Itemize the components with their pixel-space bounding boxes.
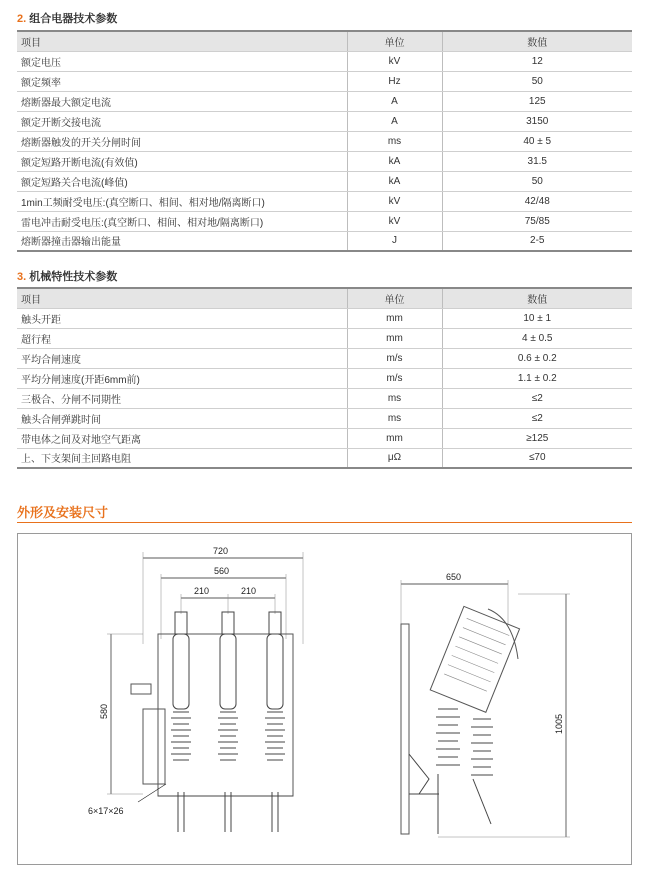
- param-name: 平均合闸速度: [17, 348, 347, 368]
- dimensions-title: 外形及安装尺寸: [17, 505, 109, 520]
- param-name: 雷电冲击耐受电压:(真空断口、相间、相对地/隔离断口): [17, 211, 347, 231]
- handle-bracket: [131, 684, 151, 694]
- earthing-blade: [473, 779, 491, 824]
- table-row: [17, 368, 632, 388]
- param-unit: ms: [347, 131, 442, 151]
- insulator-c: [267, 634, 283, 709]
- dim-720: 720: [213, 546, 229, 556]
- dim-210-right: 210: [241, 586, 257, 596]
- table-row: [17, 191, 632, 211]
- param-name: 熔断器撞击器输出能量: [17, 231, 347, 251]
- param-unit: A: [347, 91, 442, 111]
- param-unit: kA: [347, 171, 442, 191]
- table-row: [17, 111, 632, 131]
- param-value: 50: [442, 171, 632, 191]
- terminal-c: [269, 612, 281, 634]
- param-value: 40 ± 5: [442, 131, 632, 151]
- table-row: [17, 308, 632, 328]
- param-value: 12: [442, 51, 632, 71]
- operating-mechanism: [143, 709, 165, 784]
- table-row: [17, 448, 632, 468]
- param-value: 125: [442, 91, 632, 111]
- table-row: [17, 428, 632, 448]
- table-header-cell: 数值: [442, 288, 632, 308]
- table-row: [17, 171, 632, 191]
- param-unit: μΩ: [347, 448, 442, 468]
- param-value: 75/85: [442, 211, 632, 231]
- param-name: 熔断器最大额定电流: [17, 91, 347, 111]
- param-value: 2-5: [442, 231, 632, 251]
- table-header-cell: 项目: [17, 288, 347, 308]
- param-value: 0.6 ± 0.2: [442, 348, 632, 368]
- front-frame: [158, 634, 293, 796]
- table-row: [17, 231, 632, 251]
- param-unit: kV: [347, 211, 442, 231]
- param-name: 1min工频耐受电压:(真空断口、相间、相对地/隔离断口): [17, 191, 347, 211]
- param-unit: ms: [347, 408, 442, 428]
- param-unit: kV: [347, 191, 442, 211]
- insulator-b: [220, 634, 236, 709]
- terminal-a: [175, 612, 187, 634]
- dim-210-left: 210: [194, 586, 210, 596]
- param-value: 4 ± 0.5: [442, 328, 632, 348]
- side-fuse: [471, 719, 493, 775]
- param-value: ≥125: [442, 428, 632, 448]
- param-name: 上、下支架间主回路电阻: [17, 448, 347, 468]
- electrical-spec-table: [17, 30, 632, 252]
- param-name: 额定短路开断电流(有效值): [17, 151, 347, 171]
- table-row: [17, 151, 632, 171]
- fuse-a: [171, 712, 191, 760]
- side-linkage: [409, 754, 439, 834]
- param-name: 触头合闸弹跳时间: [17, 408, 347, 428]
- table-header-cell: 单位: [347, 31, 442, 51]
- table-header-cell: 项目: [17, 31, 347, 51]
- param-value: 31.5: [442, 151, 632, 171]
- fuse-c: [265, 712, 285, 760]
- param-unit: ms: [347, 388, 442, 408]
- table-header-row: [17, 31, 632, 51]
- side-view: [401, 572, 570, 837]
- param-name: 额定开断交接电流: [17, 111, 347, 131]
- table-row: [17, 131, 632, 151]
- section2-number: 2.: [17, 13, 27, 25]
- table-row: [17, 348, 632, 368]
- param-name: 带电体之间及对地空气距离: [17, 428, 347, 448]
- table-header-cell: 单位: [347, 288, 442, 308]
- table-row: [17, 388, 632, 408]
- param-unit: mm: [347, 428, 442, 448]
- param-name: 超行程: [17, 328, 347, 348]
- section3-title-text: 机械特性技术参数: [29, 271, 118, 283]
- dim-1005: 1005: [554, 713, 564, 734]
- hole-leader: [138, 784, 166, 802]
- table-header-cell: 数值: [442, 31, 632, 51]
- param-value: 3150: [442, 111, 632, 131]
- table-header-row: [17, 288, 632, 308]
- fuse-housing: [430, 606, 519, 712]
- param-unit: J: [347, 231, 442, 251]
- param-unit: kA: [347, 151, 442, 171]
- param-value: ≤2: [442, 388, 632, 408]
- param-unit: m/s: [347, 368, 442, 388]
- param-unit: m/s: [347, 348, 442, 368]
- technical-drawing: [18, 534, 631, 864]
- param-name: 额定短路关合电流(峰值): [17, 171, 347, 191]
- table-row: [17, 51, 632, 71]
- param-unit: A: [347, 111, 442, 131]
- param-name: 触头开距: [17, 308, 347, 328]
- drawing-frame: [17, 533, 632, 865]
- title-rule: [17, 522, 632, 523]
- param-value: 50: [442, 71, 632, 91]
- param-value: ≤2: [442, 408, 632, 428]
- table-row: [17, 71, 632, 91]
- section2-title-text: 组合电器技术参数: [29, 13, 118, 25]
- param-value: 42/48: [442, 191, 632, 211]
- bottom-contacts: [158, 792, 293, 832]
- param-name: 熔断器触发的开关分闸时间: [17, 131, 347, 151]
- param-value: 1.1 ± 0.2: [442, 368, 632, 388]
- dim-mounting-holes: 6×17×26: [88, 806, 124, 816]
- section2-title: [17, 10, 117, 26]
- param-value: 10 ± 1: [442, 308, 632, 328]
- param-value: ≤70: [442, 448, 632, 468]
- dim-580: 580: [99, 703, 109, 719]
- side-base-plate: [401, 624, 409, 834]
- dim-560: 560: [214, 566, 230, 576]
- arc-shield: [488, 609, 518, 659]
- param-unit: mm: [347, 328, 442, 348]
- param-name: 三极合、分闸不同期性: [17, 388, 347, 408]
- terminal-b: [222, 612, 234, 634]
- side-insulator: [436, 709, 460, 765]
- section3-title: [17, 268, 117, 284]
- table-row: [17, 91, 632, 111]
- param-name: 额定频率: [17, 71, 347, 91]
- mechanical-spec-table: [17, 287, 632, 469]
- param-unit: Hz: [347, 71, 442, 91]
- fuse-b: [218, 712, 238, 760]
- table-row: [17, 211, 632, 231]
- param-unit: mm: [347, 308, 442, 328]
- table-row: [17, 328, 632, 348]
- front-view: [88, 546, 303, 832]
- param-name: 平均分闸速度(开距6mm前): [17, 368, 347, 388]
- section3-number: 3.: [17, 271, 27, 283]
- insulator-a: [173, 634, 189, 709]
- param-name: 额定电压: [17, 51, 347, 71]
- dim-650: 650: [446, 572, 462, 582]
- param-unit: kV: [347, 51, 442, 71]
- table-row: [17, 408, 632, 428]
